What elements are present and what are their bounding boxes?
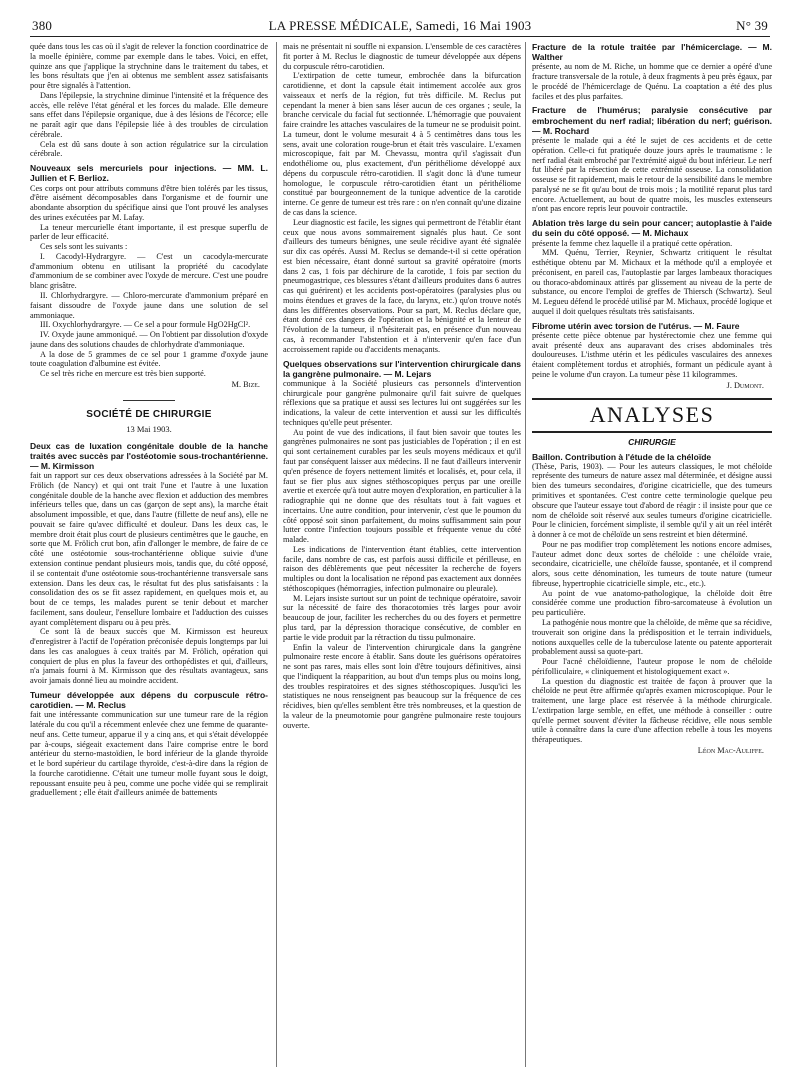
paragraph: Leur diagnostic est facile, les signes qui permettront de l'établir étant ceux que nous avons sommairement signalés plus haut. Ce sont d'ailleurs des tumeurs bénignes, une seule récidive ayant été signalée sur dix cas opérés. Aussi M. Reclus se demande-t-il si cette opération est bien nécessaire, étant donné surtout sa gravité opératoire (morts dans 2 cas, 1 fois par déchirure de la carotide, 1 fois par section du pneumogastrique, ces blessures s'étant d'ailleurs produites dans 6 autres cas qui guérirent) et les accidents post-opératoires (paralysies plus ou moins étendues et graves de la face, du larynx, etc.) qu'on trouve notés dans les différentes observations. Pour sa part, M. Reclus déclare que, étant donné ces dangers de l'opération et la bénignité et la lenteur de l'évolution de la tumeur, il n'hésiterait pas, en présence d'un nouveau cas, à recommander l'abstention et à n'intervenir qu'en face d'un accroissement rapide ou d'accidents menaçants. (283, 217, 521, 354)
paragraph: L'extirpation de cette tumeur, embrochée dans la bifurcation carotidienne, et dont la capsule était intimement accolée aux gros vaisseaux et nerfs de la région, fut très difficile. M. Reclus put cependant la mener à bien sans léser aucun de ces organes ; seule, la branche cervicale du facial fut sectionnée. L'hémorragie que pouvaient faire craindre les attaches vasculaires de la tumeur ne se produisit point. La tumeur, dont le volume mesurait 4 à 5 centimètres dans tous les sens, avait une coloration rouge-brun et était très vasculaire. L'examen microscopique, fait par M. Chevassu, montra qu'il s'agissait d'un endothéliome ou, plus exactement, d'un périthéliome développé aux dépens du corpuscule rétro-carotidien. Il s'agit donc là d'une tumeur homologue, le corpuscule rétro-carotidien étant un périthéliome constitué par bourgeonnement de la tunique adventice de la carotide interne. Ce genre de tumeur est très rare : on n'en connaît qu'une dizaine de cas dans la science. (283, 71, 521, 218)
author-signature: M. Bize. (231, 379, 260, 389)
article-title-gangrene: Quelques observations sur l'intervention chirurgicale dans la gangrène pulmonaire. — M. Lejars (283, 358, 521, 379)
page-number: 380 (32, 18, 53, 33)
paragraph: présente la femme chez laquelle il a pratiqué cette opération. (532, 238, 733, 248)
list-item: III. Oxychlorhydrargyre. — Ce sel a pour formule HgO2HgCl². (40, 320, 251, 330)
paragraph: Enfin la valeur de l'intervention chirurgicale dans la gangrène pulmonaire reste encore à établir. Sans doute les guérisons opératoires ne sont pas rares, mais elles sont loin d'être toujours définitives, ainsi que l'indiquent la réapparition, au bout d'un temps plus ou moins long, des troubles respiratoires et des signes stéthoscopiques. Jusqu'ici les statistiques ne nous renseignent pas beaucoup sur la fréquence de ces récidives, bien qu'elles semblent être très nombreuses, et la question de la valeur de la pneumotomie pour gangrène pulmonaire reste toujours ouverte. (283, 642, 521, 730)
paragraph: fait un rapport sur ces deux observations adressées à la Société par M. Frölich (de Nancy) et qui ont trait l'une et l'autre à une luxation congénitale double de la hanche avec flexion et adduction des membres inférieurs telles que, dans un cas (garçon de sept ans), la marche était absolument impossible, et que, dans l'autre (fillette de neuf ans), elle ne pouvait se faire qu'avec difficulté et douleur. Dans les deux cas, le membre droit était plus court de plusieurs centimètres que le gauche, en sorte que M. Frölich crut bon, afin d'allonger le membre, de faire de ce côté une ostéotomie sous-trochantérienne oblique suivie d'une extension continue pendant plusieurs mois, tandis que, du côté opposé, il se contentait d'une ostéotomie sous-trochantérienne transversale sans extension. Dans les deux cas, le résultat fut des plus satisfaisants : la consolidation des os se fit assez rapidement, en quelques mois et, au bout de ce temps, les malades purent se tenir debout et marcher facilement, sans douleur, l'ensellure lombaire et l'adduction des cuisses ayant complètement disparu ou à peu près. (30, 471, 268, 627)
paragraph: Ce sont là de beaux succès que M. Kirmisson est heureux d'enregistrer à l'actif de l'opération préconisée depuis longtemps par lui dans les cas analogues à ceux traités par M. Frölich, opération qui conquiert de plus en plus la faveur des orthopédistes et qui, d'ailleurs, n'a jamais fourni à M. Kirmisson que des résultats avantageux, sans avoir jamais donné lieu au moindre accident. (30, 627, 268, 686)
paragraph: MM. Quénu, Terrier, Reynier, Schwartz critiquent le résultat esthétique obtenu par M. Michaux et la méthode qu'il a employée et préconisent, en pareil cas, l'autoplastie par larges lambeaux thoraciques ou thoraco-abdominaux attirés par glissement au niveau de la perte de substance, ou encore l'emploi de greffes de Thiersch (Schwartz). Seul M. Legueu défend le procédé utilisé par M. Michaux, procédé logique et auquel il doit quelques résultats très satisfaisants. (532, 248, 772, 316)
paragraph: La pathogénie nous montre que la chéloïde, de même que sa récidive, trouverait son origine dans la prédisposition et le terrain individuels, notions auxquelles celle de la tuberculose latente ou patente apporterait probablement aussi sa quote-part. (532, 617, 772, 657)
article-title-mercuriels: Nouveaux sels mercuriels pour injections. — MM. L. Jullien et F. Berlioz. (30, 163, 268, 184)
paragraph: communique à la Société plusieurs cas personnels d'intervention chirurgicale pour gangrène pulmonaire qu'il fait suivre de quelques réflexions que sa pratique et aussi ses lectures lui ont suggérées sur les indications, la valeur de cette intervention et aussi sur les difficultés techniques qu'elle peut présenter. (283, 378, 521, 427)
column-2 (283, 42, 521, 1067)
paragraph: Cela est dû sans doute à son action régulatrice sur la circulation cérébrale. (30, 139, 268, 159)
article-title-ablation: Ablation très large du sein pour cancer; autoplastie à l'aide du sein du côté opposé. — M. Michaux (532, 218, 772, 239)
list-item: IV. Oxyde jaune ammoniqué. — On l'obtient par dissolution d'oxyde jaune dans des solutions chaudes de chlorhydrate d'ammoniaque. (30, 330, 268, 349)
paragraph: Au point de vue anatomo-pathologique, la chéloïde doit être considérée comme une production fibro-sarcomateuse à évolution un peu particulière. (532, 588, 772, 618)
paragraph: présente, au nom de M. Riche, un homme que ce dernier a opéré d'une fracture transversale de la rotule, à deux fragments à peu près égaux, par le procédé de l'hémicerclage de Quénu. La coaptation a été des plus faciles et des plus parfaites. (532, 62, 772, 101)
article-title-rotule: Fracture de la rotule traitée par l'hémicerclage. — M. Walther (532, 42, 772, 63)
paragraph: Ces sels sont les suivants : (40, 242, 128, 252)
column-3 (532, 42, 772, 1067)
section-date: 13 Mai 1903. (126, 424, 172, 435)
paragraph: (Thèse, Paris, 1903). — Pour les auteurs classiques, le mot chéloïde représente des tumeurs de nature assez mal déterminée, et désigne aussi bien des tumeurs secondaires, d'origine cicatricielle, que des tumeurs primitives et spontanées. C'est contre cette terminologie quelque peu obscure que l'auteur essaye tout d'abord de réagir : il insiste pour que ce nom de chéloïde soit réservé aux seules tumeurs d'origine cicatricielle. Pour le clinicien, forcément simpliste, il semble qu'il y ait un réel intérêt à donner à ce mot de chéloïde un sens restreint et bien déterminé. (532, 461, 772, 540)
paragraph: quée dans tous les cas où il s'agit de relever la fonction coordinatrice de la moelle épinière, comme par exemple dans le tabes. Voici, en effet, quinze ans que j'applique la strychnine dans le traitement du tabes, et les bons résultats que j'en ai obtenus me semblent assez satisfaisants pour être signalés à l'attention. (30, 42, 268, 91)
paragraph: présente le malade qui a été le sujet de ces accidents et de cette opération. Celle-ci fut pratiquée douze jours après le traumatisme : le nerf radial était embroché par l'extrémité aiguë du bout inférieur. Le nerf fut libéré par la résection de cette extrémité osseuse. La consolidation osseuse se fit rapidement, mais le retour de la sensibilité dans le membre paralysé ne se fit qu'au bout de trois mois ; la motilité reparut plus tard encore. Actuellement, au bout de quatre mois, les muscles extenseurs n'ont pas encore repris leur pouvoir contractile. (532, 136, 772, 214)
paragraph: présente cette pièce obtenue par hystérectomie chez une femme qui avait présenté deux ans auparavant des crises abdominales très douloureuses. L'isthme utérin et les pédicules vasculaires des annexes étaient complètement tordus et atrophiés, formant un pédicule ayant à peine le volume d'un crayon. La tumeur pèse 11 kilogrammes. (532, 330, 772, 379)
analyses-subheading: CHIRURGIE (628, 437, 676, 448)
analyses-title: ANALYSES (589, 402, 715, 428)
author-signature: Léon Mac-Auliffe. (697, 745, 764, 755)
issue-number: N° 39 (736, 18, 768, 33)
page-header (30, 16, 770, 37)
paragraph: fait une intéressante communication sur une tumeur rare de la région latérale du cou qu'il a récemment enlevée chez une femme de quarante-neuf ans. Cette tumeur, apparue il y a cinq ans, et qui s'était développée par à-coups, siégeait exactement dans l'aire comprise entre le bord antérieur du sterno-mastoïdien, le bord inférieur de la glande thyroïde et le bord supérieur du cartilage thyroïde, c'est-à-dire dans la région de la fourche carotidienne. C'était une tumeur molle fuyant sous le doigt, repoussant ensuite peu à peu, comme une poche vidée qui se remplirait graduellement ; elle était d'ailleurs animée de battements (30, 710, 268, 798)
paragraph: La teneur mercurielle étant importante, il est presque superflu de parler de leur efficacité. (30, 222, 268, 242)
paragraph: Pour ne pas modifier trop complètement les notions encore admises, l'auteur admet donc deux sortes de chéloïde : une chéloïde vraie, secondaire, cicatricielle, une chéloïde fausse, spontanée, et il comprend alors, sous cette dénomination, les tumeurs de toute nature (tumeur fibreuse, hypertrophie cicatricielle simple, etc., etc.). (532, 539, 772, 588)
paragraph: M. Lejars insiste surtout sur un point de technique opératoire, savoir sur la nécessité de faire des thoracotomies très larges pour avoir beaucoup de jour, faciliter les recherches du ou des foyers et permettre plus tard, par la dépression thoracique consécutive, de combler en partie le vide produit par la rétraction du tissu pulmonaire. (283, 593, 521, 642)
list-item: I. Cacodyl-Hydrargyre. — C'est un cacodyla-mercurate d'ammonium obtenu en utilisant la propriété du cacodylate d'ammonium de se combiner avec l'oxyde de mercure. C'est une poudre blanc grisâtre. (30, 251, 268, 291)
article-title-tumeur: Tumeur développée aux dépens du corpuscule rétro-carotidien. — M. Reclus (30, 689, 268, 711)
paragraph: A la dose de 5 grammes de ce sel pour 1 gramme d'oxyde jaune toute coagulation d'albumine est évitée. (30, 349, 268, 369)
journal-title: LA PRESSE MÉDICALE, Samedi, 16 Mai 1903 (268, 18, 532, 33)
column-1 (30, 42, 268, 1067)
column-divider-1 (276, 42, 277, 1067)
paragraph: Les indications de l'intervention étant établies, cette intervention facile, dans nombre de cas, est parfois aussi difficile et périlleuse, en raison des déblèrements que peut nécessiter la recherche de foyers multiples ou dont la localisation ne répond pas exactement aux données stéthoscopiques (hémorragies, infection pulmonaire ou pleurale). (283, 544, 521, 593)
paragraph: Ce sel très riche en mercure est très bien supporté. (40, 369, 206, 379)
analyses-banner (532, 398, 772, 433)
paragraph: Au point de vue des indications, il faut bien savoir que toutes les gangrènes pulmonaires ne sont pas justiciables de l'opération ; il en est qui sont certainement curables par les seuls moyens médicaux et qu'il faut par conséquent laisser aux médecins. Il ne faut d'ailleurs intervenir qu'en présence de foyers nettement limités et localisés, et, pour cela, il faut se fier plus aux signes stéthoscopiques perçus par une oreille avertie et exercée qu'à tout autre moyen d'exploration, en particulier à la radiographie qui ne donne que des résultats tout à fait vagues et incertains. Une autre condition, pour intervenir, c'est que le poumon du côté opposé soit sinon parfaitement, du moins suffisamment sain pour lutter contre l'infection toujours possible et fréquente venue du côté malade. (283, 427, 521, 545)
author-signature: J. Dumont. (726, 380, 764, 390)
paragraph: mais ne présentait ni souffle ni expansion. L'ensemble de ces caractères fit porter à M. Reclus le diagnostic de tumeur développée aux dépens du corpuscule rétro-carotidien. (283, 42, 521, 71)
article-title-luxation: Deux cas de luxation congénitale double de la hanche traités avec succès par l'ostéotomie sous-trochantérienne. — M. Kirmisson (30, 440, 268, 471)
article-title-fibrome: Fibrome utérin avec torsion de l'utérus. — M. Faure (532, 320, 740, 331)
paragraph: Dans l'épilepsie, la strychnine diminue l'intensité et la fréquence des accès, elle relève l'état général et les forces du malade. Elle demeure sans effet dans l'épilepsie organique, due à des lésions de l'écorce; elle ne paraît agir que dans l'épilepsie liée à des troubles de circulation cérébrale. (30, 90, 268, 139)
paragraph: La question du diagnostic est traitée de façon à prouver que la chéloïde ne peut être affirmée qu'après examen microscopique. Pour le traitement, une large place est réservée à la méthode chirurgicale. L'extirpation large semble, en effet, une méthode à conseiller : outre qu'elle permet souvent d'éviter la fâcheuse récidive, elle nous semble utile à connaître dans la cure d'une affection rebelle à tous les moyens thérapeutiques. (532, 676, 772, 745)
list-item: II. Chlorhydrargyre. — Chloro-mercurate d'ammonium préparé en faisant dissoudre de l'oxyde jaune dans une solution de sel ammoniaque. (30, 290, 268, 320)
article-title-baillon: Baillon. Contribution à l'étude de la chéloïde (532, 451, 712, 462)
paragraph: Ces corps ont pour attributs communs d'être bien tolérés par les tissus, d'être aisément décomposables dans l'organisme et de fournir une abondante absorption du spécifique ainsi que l'ont prouvé les analyses des urines exécutées par M. Lafay. (30, 183, 268, 222)
article-title-humerus: Fracture de l'humérus; paralysie consécutive par embrochement du nerf radial; libération du nerf; guérison. — M. Rochard (532, 105, 772, 136)
section-title: SOCIÉTÉ DE CHIRURGIE (86, 408, 212, 420)
divider (123, 400, 175, 401)
paragraph: Pour l'acné chéloïdienne, l'auteur propose le nom de chéloïde périfolliculaire, « cliniquement et histologiquement exact ». (532, 657, 772, 676)
column-divider-2 (525, 42, 526, 1067)
